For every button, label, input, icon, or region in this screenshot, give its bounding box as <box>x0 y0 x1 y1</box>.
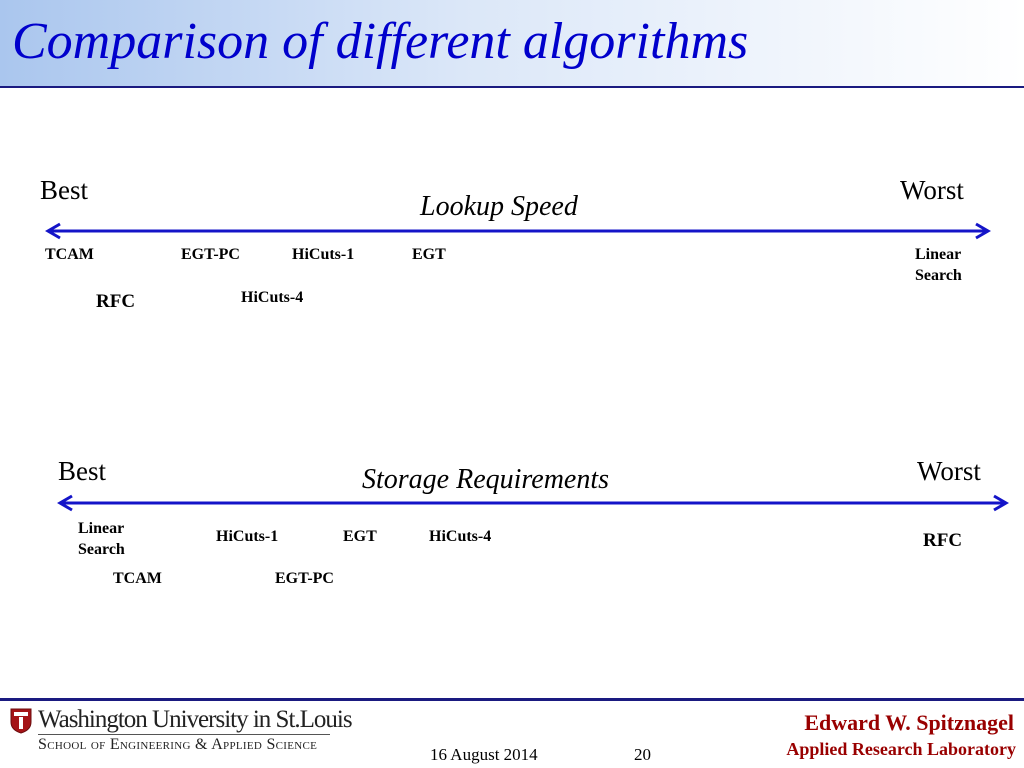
storage-double-arrow <box>56 494 1010 512</box>
title-divider <box>0 86 1024 88</box>
lookup-item-rfc: RFC <box>96 291 136 312</box>
storage-axis-title: Storage Requirements <box>362 464 610 495</box>
lookup-item-hicuts-4: HiCuts-4 <box>241 289 304 306</box>
presentation-date: 16 August 2014 <box>430 745 538 764</box>
storage-item-tcam: TCAM <box>113 570 162 587</box>
university-shield-icon <box>10 708 32 734</box>
lab-name: Applied Research Laboratory <box>786 739 1016 759</box>
storage-best-label: Best <box>58 456 107 486</box>
slide-title: Comparison of different algorithms <box>12 13 749 70</box>
storage-item-egt-pc: EGT-PC <box>275 570 334 587</box>
page-number: 20 <box>634 745 651 764</box>
university-name: Washington University in St.Louis <box>38 706 352 733</box>
storage-item-rfc: RFC <box>923 530 963 551</box>
lookup-item-egt-pc: EGT-PC <box>181 246 240 263</box>
storage-item-linear-search: Linear Search <box>78 520 125 558</box>
storage-item-egt: EGT <box>343 528 377 545</box>
lookup-item-egt: EGT <box>412 246 446 263</box>
lookup-axis-title: Lookup Speed <box>420 191 578 222</box>
lookup-best-label: Best <box>40 175 89 205</box>
storage-item-hicuts-4: HiCuts-4 <box>429 528 492 545</box>
university-name-underline <box>38 734 330 735</box>
school-name: School of Engineering & Applied Science <box>38 736 318 753</box>
lookup-item-hicuts-1: HiCuts-1 <box>292 246 355 263</box>
lookup-worst-label: Worst <box>900 175 964 205</box>
storage-item-hicuts-1: HiCuts-1 <box>216 528 279 545</box>
lookup-item-linear-search: Linear Search <box>915 246 962 284</box>
footer-divider <box>0 698 1024 701</box>
lookup-double-arrow <box>44 222 992 240</box>
author-name: Edward W. Spitznagel <box>804 710 1014 735</box>
lookup-item-tcam: TCAM <box>45 246 94 263</box>
storage-worst-label: Worst <box>917 456 981 486</box>
